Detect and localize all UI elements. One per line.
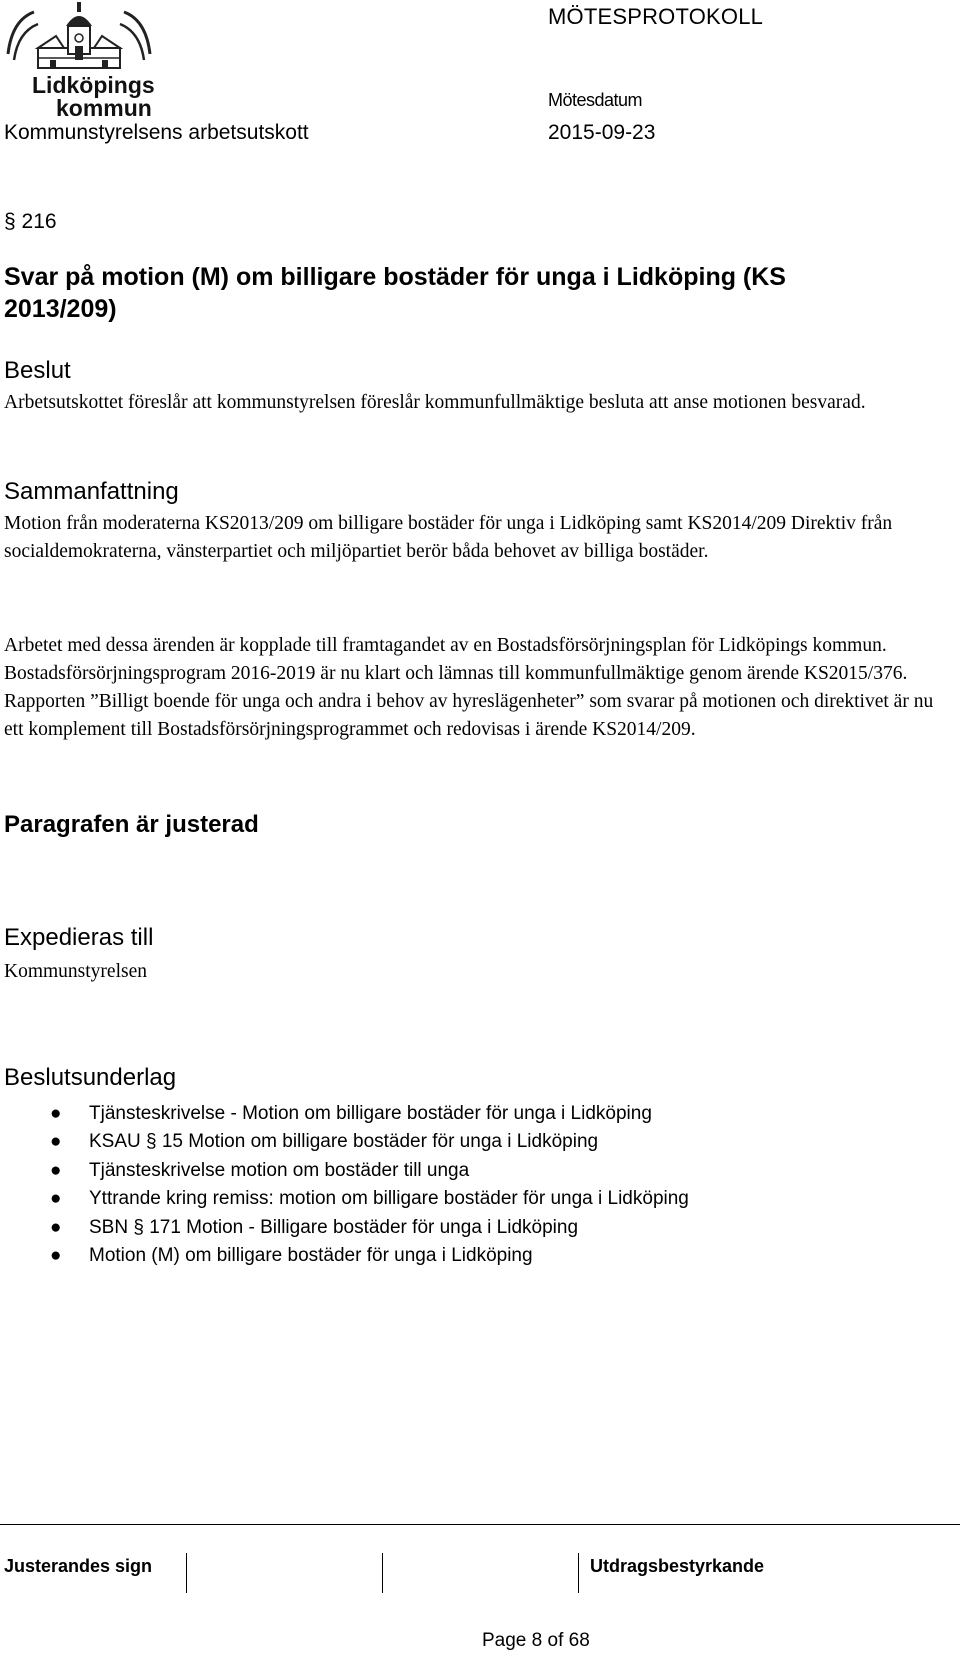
municipality-logo — [4, 2, 154, 122]
basis-list — [0, 1100, 689, 1270]
footer-divider — [0, 1524, 960, 1525]
bullet-icon: ● — [50, 1216, 62, 1238]
bullet-icon: ● — [50, 1131, 62, 1153]
list-item-text: KSAU § 15 Motion om billigare bostäder för unga i Lidköping — [89, 1131, 599, 1153]
committee-name: Kommunstyrelsens arbetsutskott — [4, 121, 309, 144]
bullet-icon: ● — [50, 1244, 62, 1266]
bullet-icon: ● — [50, 1159, 62, 1181]
dispatch-heading: Expedieras till — [4, 924, 154, 951]
signature-field-divider — [382, 1553, 383, 1593]
certification-label: Utdragsbestyrkande — [590, 1556, 765, 1576]
list-item-text: Tjänsteskrivelse - Motion om billigare bostäder för unga i Lidköping — [89, 1103, 652, 1124]
dispatch-recipient: Kommunstyrelsen — [4, 961, 147, 982]
summary-paragraph-1: Motion från moderaterna KS2013/209 om billigare bostäder för unga i Lidköping samt KS2014/209 Direktiv från socialdemokraterna, vänsterpartiet och miljöpartiet berör båda behovet av billiga bostäder. — [4, 513, 893, 562]
summary-heading: Sammanfattning — [4, 478, 179, 505]
list-item-text: Motion (M) om billigare bostäder för unga i Lidköping — [89, 1244, 533, 1266]
item-title: Svar på motion (M) om billigare bostäder för unga i Lidköping (KS 2013/209) — [4, 263, 786, 323]
document-type: MÖTESPROTOKOLL — [548, 4, 764, 29]
list-item — [0, 1157, 689, 1185]
logo-text-line2: kommun — [56, 95, 152, 121]
bullet-icon: ● — [50, 1103, 62, 1124]
church-tower-crest-icon — [4, 2, 154, 78]
list-item — [0, 1128, 689, 1156]
signature-field-divider — [578, 1553, 579, 1593]
bullet-icon: ● — [50, 1188, 62, 1210]
signature-field-divider — [186, 1553, 187, 1593]
approved-heading: Paragrafen är justerad — [4, 811, 259, 838]
meeting-date: 2015-09-23 — [548, 121, 656, 144]
decision-heading: Beslut — [4, 357, 71, 384]
logo-text-line1: Lidköpings — [32, 72, 155, 98]
summary-paragraph-2: Arbetet med dessa ärenden är kopplade till framtagandet av en Bostadsförsörjningsplan för Lidköpings kommun. Bostadsförsörjningsprogram 2016-2019 är nu klart och lämnas till kommunfullmäktige genom ärende KS2015/376. Rapporten ”Billigt boende för unga och andra i behov av hyreslägenheter” som svarar på motionen och direktivet är nu ett komplement till Bostadsförsörjningsprogrammet och redovisas i ärende KS2014/209. — [4, 635, 934, 740]
list-item-text: SBN § 171 Motion - Billigare bostäder för unga i Lidköping — [89, 1216, 579, 1238]
list-item — [0, 1100, 689, 1128]
list-item — [0, 1185, 689, 1213]
decision-text: Arbetsutskottet föreslår att kommunstyrelsen föreslår kommunfullmäktige besluta att anse motionen besvarad. — [4, 392, 866, 413]
basis-heading: Beslutsunderlag — [4, 1064, 177, 1091]
sign-label: Justerandes sign — [4, 1556, 153, 1576]
page-number: Page 8 of 68 — [482, 1630, 590, 1651]
list-item — [0, 1242, 689, 1270]
list-item-text: Yttrande kring remiss: motion om billigare bostäder för unga i Lidköping — [89, 1188, 689, 1210]
list-item — [0, 1214, 689, 1242]
meeting-date-label: Mötesdatum — [548, 90, 643, 110]
paragraph-number: § 216 — [4, 210, 57, 233]
list-item-text: Tjänsteskrivelse motion om bostäder till unga — [89, 1159, 470, 1181]
